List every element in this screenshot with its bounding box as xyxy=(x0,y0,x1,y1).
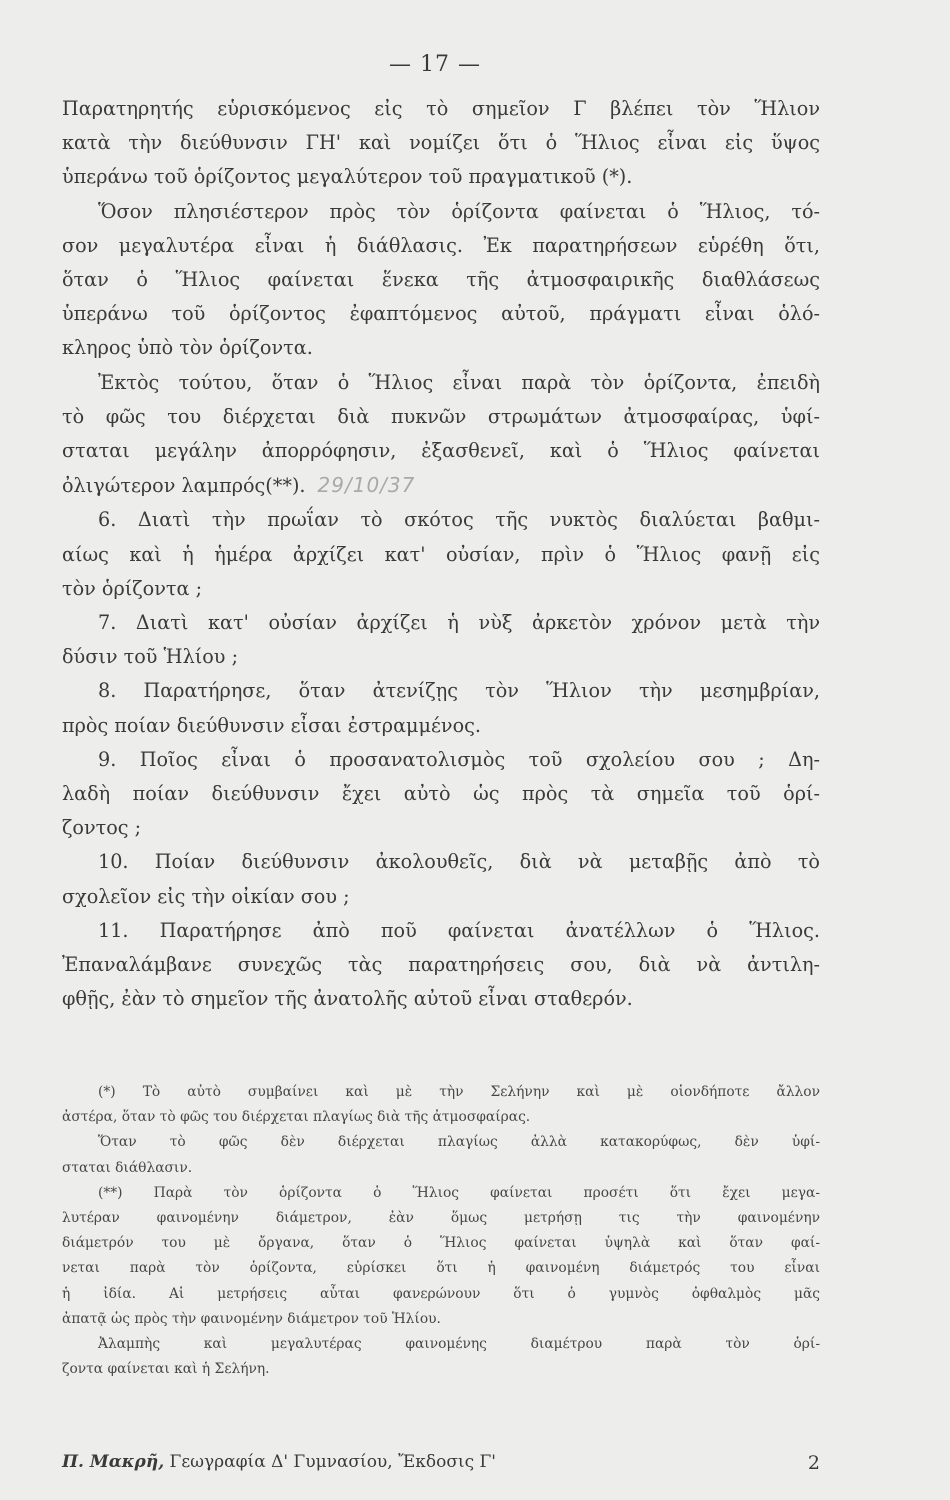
text-line: ὑπεράνω τοῦ ὁρίζοντος μεγαλύτερον τοῦ πραγματικοῦ (*). xyxy=(62,165,633,189)
question-9 xyxy=(62,743,820,846)
text-line: Ὅσον πλησιέστερον πρὸς τὸν ὁρίζοντα φαίνεται ὁ Ἥλιος, τό- xyxy=(98,199,820,223)
question-8 xyxy=(62,674,820,742)
text-line: σταται μεγάλην ἀπορρόφησιν, ἐξασθενεῖ, καὶ ὁ Ἥλιος φαίνεται xyxy=(62,439,820,463)
footnote xyxy=(62,1181,820,1332)
text-line: 8. Παρατήρησε, ὅταν ἀτενίζῃς τὸν Ἥλιον τὴν μεσημβρίαν, xyxy=(98,679,820,703)
text-line: φθῇς, ἐὰν τὸ σημεῖον τῆς ἀνατολῆς αὐτοῦ εἶναι σταθερόν. xyxy=(62,987,633,1011)
footnote-line: Ἀλαμπὴς καὶ μεγαλυτέρας φαινομένης διαμέτρου παρὰ τὸν ὁρί- xyxy=(98,1336,820,1353)
footnote-line: ἀπατᾷ ὡς πρὸς τὴν φαινομένην διάμετρον τοῦ Ἡλίου. xyxy=(62,1310,441,1327)
handwritten-date-note: 29/10/37 xyxy=(317,473,416,498)
text-line: Ἐκτὸς τούτου, ὅταν ὁ Ἥλιος εἶναι παρὰ τὸν ὁρίζοντα, ἐπειδὴ xyxy=(98,370,820,394)
footnotes xyxy=(62,1080,820,1382)
footer-author: Π. Μακρῆ, xyxy=(62,1452,165,1472)
paragraph xyxy=(62,92,820,195)
text-line: 6. Διατὶ τὴν πρωΐαν τὸ σκότος τῆς νυκτὸς διαλύεται βαθμι- xyxy=(98,508,820,532)
text-line: 9. Ποῖος εἶναι ὁ προσανατολισμὸς τοῦ σχολείου σου ; Δη- xyxy=(98,747,820,771)
question-7 xyxy=(62,606,820,674)
text-line: ζοντος ; xyxy=(62,816,142,840)
question-6 xyxy=(62,503,820,606)
footnote-line: Ὅταν τὸ φῶς δὲν διέρχεται πλαγίως ἀλλὰ κατακορύφως, δὲν ὑφί- xyxy=(98,1134,820,1151)
text-line: αίως καὶ ἡ ἡμέρα ἀρχίζει κατ' οὐσίαν, πρὶν ὁ Ἥλιος φανῇ εἰς xyxy=(62,542,820,566)
footer-sheet-number: 2 xyxy=(807,1452,820,1474)
main-text xyxy=(62,92,820,1016)
paragraph xyxy=(62,195,820,366)
footnote-line: νεται παρὰ τὸν ὁρίζοντα, εὑρίσκει ὅτι ἡ φαινομένη διάμετρός του εἶναι xyxy=(62,1260,820,1277)
text-line: τὸ φῶς του διέρχεται διὰ πυκνῶν στρωμάτων ἀτμοσφαίρας, ὑφί- xyxy=(62,404,820,428)
footnote-line: λυτέραν φαινομένην διάμετρον, ἐὰν ὅμως μετρήσῃ τις τὴν φαινομένην xyxy=(62,1210,820,1227)
text-line: λαδὴ ποίαν διεύθυνσιν ἔχει αὐτὸ ὡς πρὸς τὰ σημεῖα τοῦ ὁρί- xyxy=(62,782,820,806)
footnote-line: διάμετρόν του μὲ ὄργανα, ὅταν ὁ Ἥλιος φαίνεται ὑψηλὰ καὶ ὅταν φαί- xyxy=(62,1235,820,1252)
footnote xyxy=(62,1130,820,1180)
text-line: κατὰ τὴν διεύθυνσιν ΓΗ' καὶ νομίζει ὅτι ὁ Ἥλιος εἶναι εἰς ὕψος xyxy=(62,131,820,155)
text-line: ὅταν ὁ Ἥλιος φαίνεται ἕνεκα τῆς ἀτμοσφαιρικῆς διαθλάσεως xyxy=(62,268,820,292)
paragraph xyxy=(62,366,820,504)
text-line: τὸν ὁρίζοντα ; xyxy=(62,576,203,600)
footer-book-title: Γεωγραφία Δ' Γυμνασίου, Ἔκδοσις Γ' xyxy=(169,1452,496,1472)
text-line: 10. Ποίαν διεύθυνσιν ἀκολουθεῖς, διὰ νὰ μεταβῇς ἀπὸ τὸ xyxy=(98,850,820,874)
text-line: πρὸς ποίαν διεύθυνσιν εἶσαι ἐστραμμένος. xyxy=(62,713,481,737)
footnote-line: ἀστέρα, ὅταν τὸ φῶς του διέρχεται πλαγίως διὰ τῆς ἀτμοσφαίρας. xyxy=(62,1109,531,1126)
text-line: Παρατηρητής εὑρισκόμενος εἰς τὸ σημεῖον Γ βλέπει τὸν Ἥλιον xyxy=(62,97,820,120)
footnote-line: (**) Παρὰ τὸν ὁρίζοντα ὁ Ἥλιος φαίνεται προσέτι ὅτι ἔχει μεγα- xyxy=(98,1184,820,1201)
footnote-line: ἡ ἰδία. Αἱ μετρήσεις αὗται φανερώνουν ὅτι ὁ γυμνὸς ὀφθαλμὸς μᾶς xyxy=(62,1285,820,1302)
text-line-with-note xyxy=(62,468,820,503)
question-10 xyxy=(62,845,820,913)
question-11 xyxy=(62,914,820,1017)
text-line: κληρος ὑπὸ τὸν ὁρίζοντα. xyxy=(62,336,313,360)
footnote-line: ζοντα φαίνεται καὶ ἡ Σελήνη. xyxy=(62,1361,270,1378)
text-line: 7. Διατὶ κατ' οὐσίαν ἀρχίζει ἡ νὺξ ἀρκετὸν χρόνον μετὰ τὴν xyxy=(98,611,820,635)
text-line: σχολεῖον εἰς τὴν οἰκίαν σου ; xyxy=(62,884,350,908)
text-line: ὀλιγώτερον λαμπρός(**). xyxy=(62,474,306,498)
footnote-line: (*) Τὸ αὐτὸ συμβαίνει καὶ μὲ τὴν Σελήνην καὶ μὲ οἱονδήποτε ἄλλον xyxy=(98,1084,820,1100)
footnote-line: σταται διάθλασιν. xyxy=(62,1159,193,1176)
text-line: σον μεγαλυτέρα εἶναι ἡ διάθλασις. Ἐκ παρατηρήσεων εὑρέθη ὅτι, xyxy=(62,233,820,257)
text-line: ὑπεράνω τοῦ ὁρίζοντος ἐφαπτόμενος αὐτοῦ, πράγματι εἶναι ὁλό- xyxy=(62,302,820,326)
text-line: δύσιν τοῦ Ἡλίου ; xyxy=(62,645,239,669)
page-footer xyxy=(62,1452,820,1472)
text-line: Ἐπαναλάμβανε συνεχῶς τὰς παρατηρήσεις σου, διὰ νὰ ἀντιλη- xyxy=(62,953,820,977)
text-line: 11. Παρατήρησε ἀπὸ ποῦ φαίνεται ἀνατέλλων ὁ Ἥλιος. xyxy=(98,918,820,942)
footnote xyxy=(62,1332,820,1382)
footnote xyxy=(62,1080,820,1130)
page-number: — 17 — xyxy=(389,52,481,77)
